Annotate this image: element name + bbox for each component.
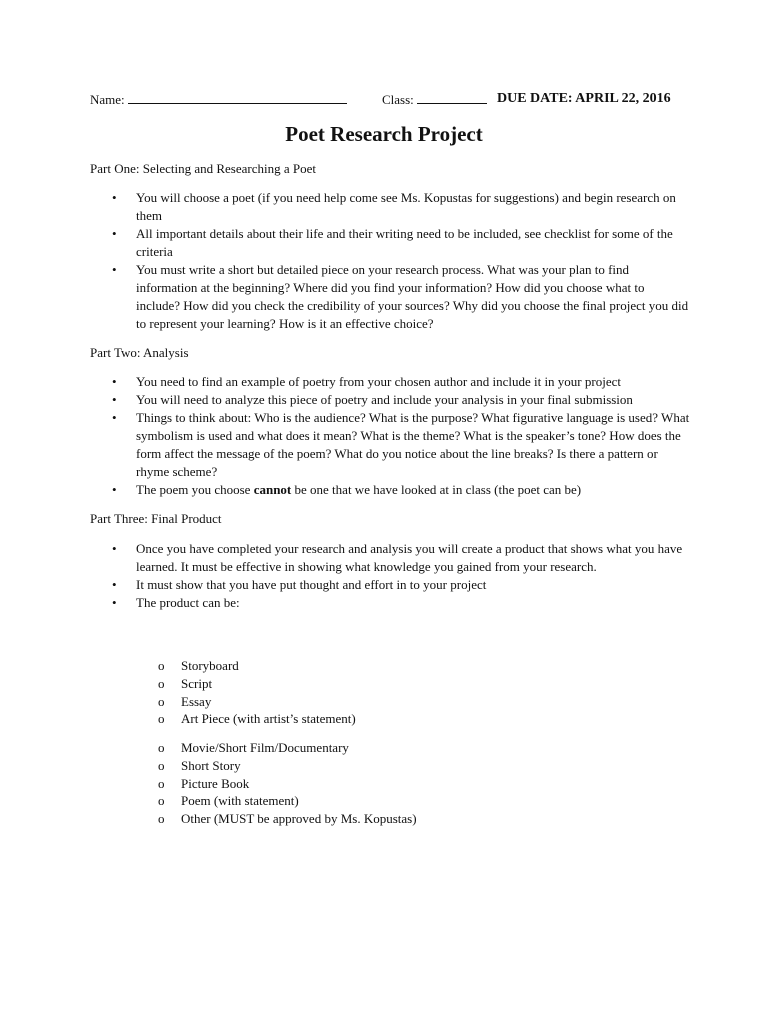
list-item: • All important details about their life and their writing need to be included, see checklist for some of the criteria <box>90 225 690 261</box>
part-one-heading: Part One: Selecting and Researching a Poet <box>90 161 316 176</box>
option-item: o Script <box>158 675 356 693</box>
option-item: o Movie/Short Film/Documentary <box>158 739 417 757</box>
list-item: • You must write a short but detailed piece on your research process. What was your plan to find information at the beginning? Where did you find your information? How did you choose what to include? How did you check the credibility of your sources? Why did you choose the final project you did to represent your learning? How is it an effective choice? <box>90 261 690 333</box>
option-item: o Art Piece (with artist’s statement) <box>158 710 356 728</box>
list-item: • Once you have completed your research and analysis you will create a product that shows what you have learned. It must be effective in showing what knowledge you gained from your research. <box>90 540 690 576</box>
due-date: DUE DATE: APRIL 22, 2016 <box>497 91 671 106</box>
page-title: Poet Research Project <box>285 122 483 146</box>
option-item: o Picture Book <box>158 775 417 793</box>
emphasis-text: cannot <box>253 482 292 497</box>
option-item: o Other (MUST be approved by Ms. Kopustas) <box>158 810 417 828</box>
name-field <box>90 91 347 108</box>
option-item: o Essay <box>158 693 356 711</box>
part-three-list <box>90 540 690 612</box>
list-item: • You will choose a poet (if you need help come see Ms. Kopustas for suggestions) and begin research on them <box>90 189 690 225</box>
option-item: o Short Story <box>158 757 417 775</box>
list-item <box>90 481 690 499</box>
class-label: Class: <box>382 92 414 107</box>
class-field <box>382 91 487 108</box>
item-text-after: be one that we have looked at in class (the poet can be) <box>291 482 582 497</box>
class-blank-line <box>417 91 487 104</box>
option-item: o Poem (with statement) <box>158 792 417 810</box>
list-item: • You will need to analyze this piece of poetry and include your analysis in your final submission <box>90 391 690 409</box>
list-item: • You need to find an example of poetry from your chosen author and include it in your project <box>90 373 690 391</box>
product-options-group-1 <box>158 657 356 728</box>
part-two-list <box>90 373 690 499</box>
part-three-heading: Part Three: Final Product <box>90 511 222 526</box>
header-line <box>90 91 690 111</box>
list-item: • It must show that you have put thought and effort in to your project <box>90 576 690 594</box>
name-blank-line <box>128 91 347 104</box>
option-item: o Storyboard <box>158 657 356 675</box>
list-item: • Things to think about: Who is the audience? What is the purpose? What figurative language is used? What symbolism is used and what does it mean? What is the theme? What is the speaker’s tone? How does the form affect the message of the poem? What do you notice about the line breaks? Is there a pattern or rhyme scheme? <box>90 409 690 481</box>
name-label: Name: <box>90 92 125 107</box>
part-one-list <box>90 189 690 333</box>
list-item: • The product can be: <box>90 594 690 612</box>
product-options-group-2 <box>158 739 417 828</box>
part-two-heading: Part Two: Analysis <box>90 345 189 360</box>
item-text-before: The poem you choose <box>136 482 254 497</box>
